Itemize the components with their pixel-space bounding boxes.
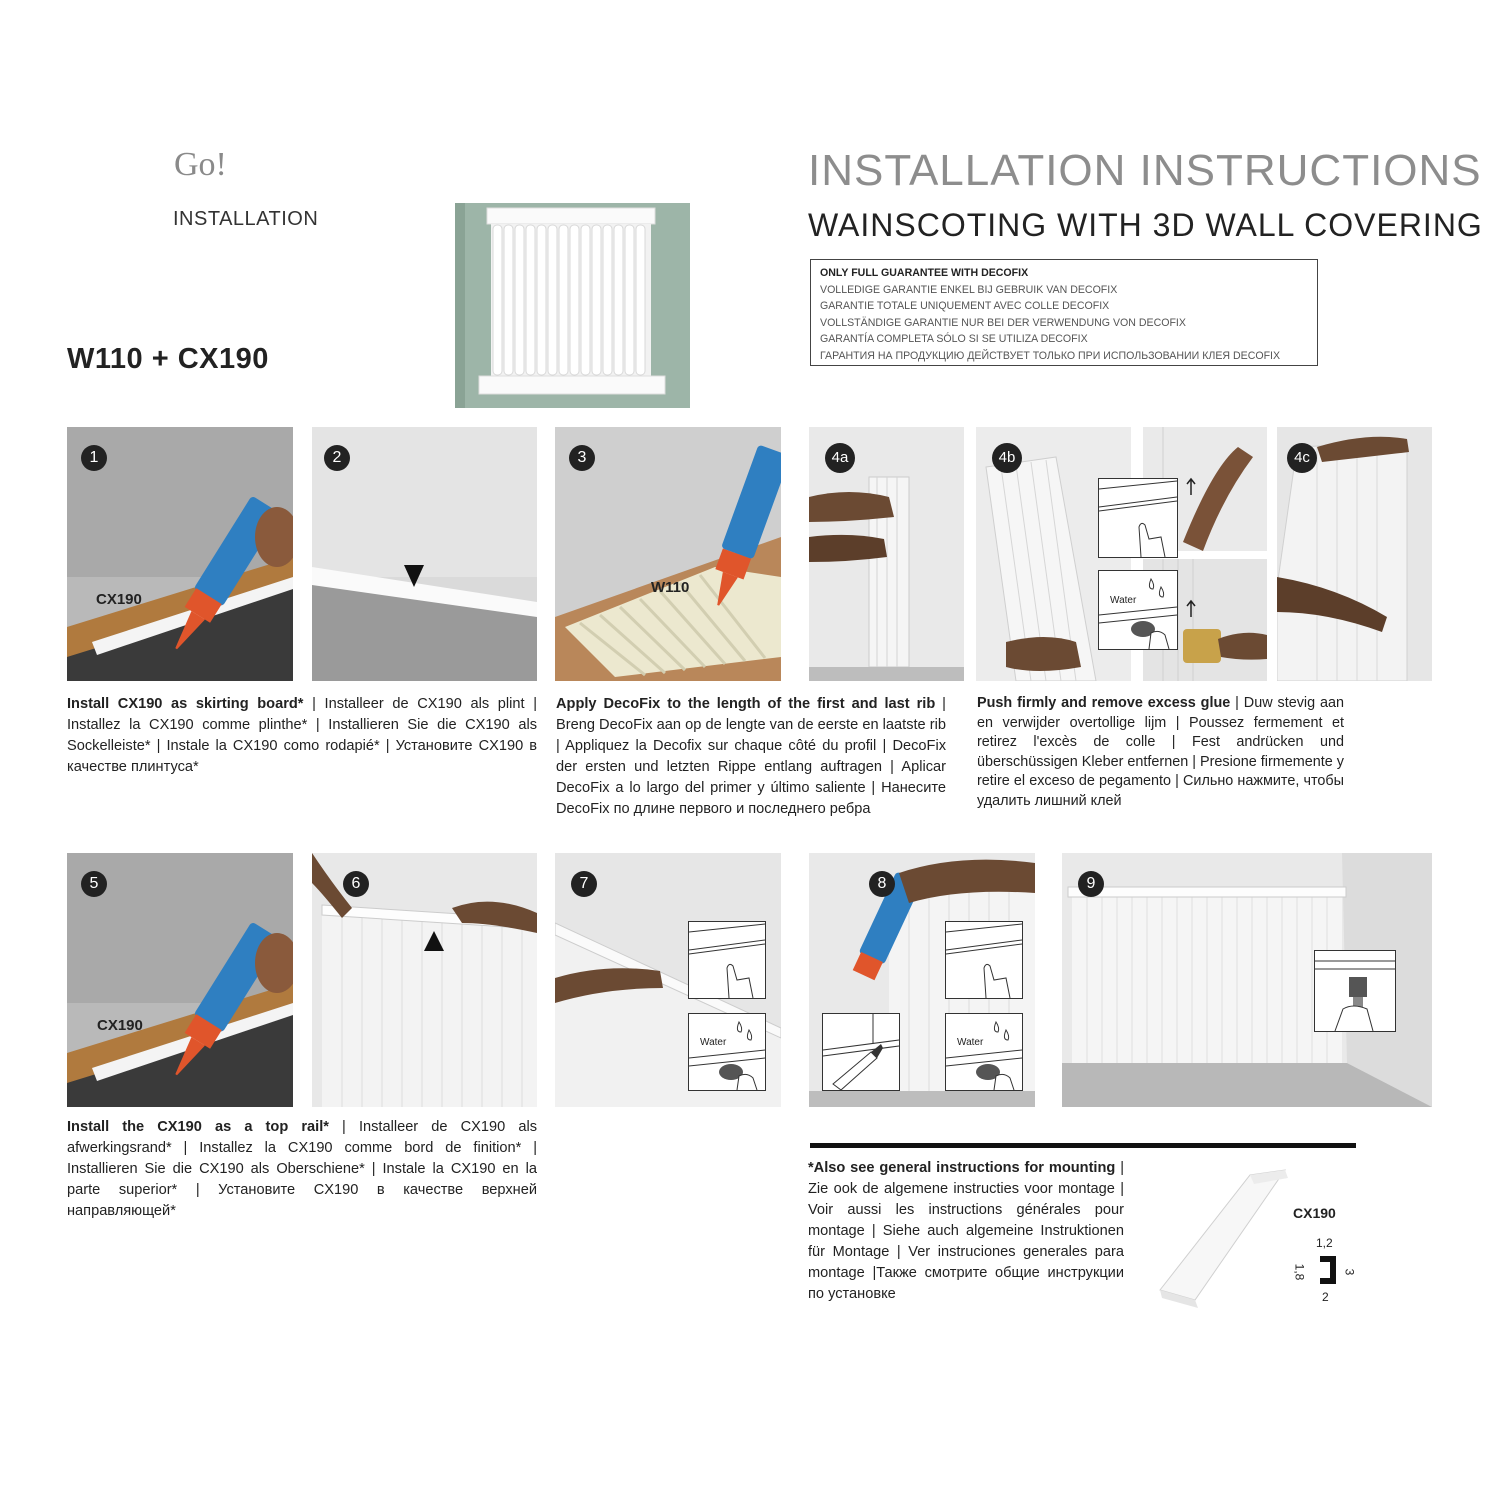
caption-text: | Installeer de CX190 als afwerkingsrand* | Installez la CX190 comme bord de finition* | Installieren Sie die CX190 als Oberschiene* | Instale la CX190 en la parte superior* | Установите CX190 в качестве верхней направляющей*	[67, 1119, 537, 1219]
profile-dim-bottom: 2	[1322, 1290, 1329, 1304]
guarantee-line: GARANTÍA COMPLETA SÓLO SI SE UTILIZA DECOFIX	[820, 333, 1088, 345]
step-number-badge: 8	[869, 871, 895, 897]
step-1-caption	[67, 694, 537, 778]
step-5-photo	[67, 853, 293, 1107]
profile-dim-top: 1,2	[1316, 1236, 1333, 1250]
profile-dim-right: 3	[1342, 1268, 1357, 1276]
step-number-badge: 4c	[1287, 443, 1317, 473]
illustration-press-inset	[1098, 478, 1178, 558]
illustration-water-inset	[945, 1013, 1023, 1091]
step-number-badge: 7	[571, 871, 597, 897]
step-4c-photo	[1277, 427, 1432, 681]
guarantee-line: GARANTIE TOTALE UNIQUEMENT AVEC COLLE DECOFIX	[820, 300, 1110, 312]
guarantee-line: VOLLEDIGE GARANTIE ENKEL BIJ GEBRUIK VAN DECOFIX	[820, 283, 1118, 296]
step-number-badge: 2	[324, 445, 350, 471]
illustration-press-inset	[688, 921, 766, 999]
w110-photo-label: W110	[651, 579, 690, 596]
profile-dim-left: 1,8	[1292, 1263, 1307, 1281]
step-number-badge: 3	[569, 445, 595, 471]
caption-bold: Push firmly and remove excess glue	[977, 695, 1231, 711]
step-2-photo	[312, 427, 537, 681]
step-3-photo	[555, 427, 781, 681]
cx190-profile-image	[1150, 1160, 1290, 1310]
water-drop-icon	[737, 1022, 741, 1032]
general-instructions-note	[808, 1158, 1124, 1305]
page-title: INSTALLATION INSTRUCTIONS	[808, 146, 1482, 195]
guarantee-line: ONLY FULL GUARANTEE WITH DECOFIX	[820, 267, 1029, 279]
step-6-photo	[312, 853, 537, 1107]
illustration-press-inset	[945, 921, 1023, 999]
water-label: Water	[957, 1037, 984, 1048]
illustration-water-inset	[1098, 570, 1178, 650]
product-render-image	[445, 200, 693, 410]
guarantee-line: ГАРАНТИЯ НА ПРОДУКЦИЮ ДЕЙСТВУЕТ ТОЛЬКО ПРИ ИСПОЛЬЗОВАНИИ КЛЕЯ DECOFIX	[820, 349, 1281, 362]
go-logo-text: Go!	[174, 146, 227, 183]
caption-bold: Apply DecoFix to the length of the first and last rib	[556, 696, 936, 712]
caption-bold: Install CX190 as skirting board*	[67, 696, 304, 712]
illustration-paint-inset	[1314, 950, 1396, 1032]
illustration-water-inset	[688, 1013, 766, 1091]
step-number-badge: 1	[81, 445, 107, 471]
caption-bold: *Also see general instructions for mounting	[808, 1160, 1116, 1176]
caption-text: | Installeer de CX190 als plint | Installez la CX190 comme plinthe* | Installieren Sie die CX190 als Sockelleiste* | Instale la CX190 como rodapié* | Установите CX190 в качестве плинтуса*	[67, 696, 537, 775]
water-drop-icon	[994, 1022, 998, 1032]
installation-label: INSTALLATION	[173, 208, 319, 230]
divider-rule	[810, 1143, 1356, 1148]
cx190-photo-label: CX190	[97, 1017, 143, 1034]
caption-text: | Duw stevig aan en verwijder overtollige lijm | Poussez fermement et retirez l'excès de colle | Fest andrücken und überschüssigen Kleber entfernen | Presione firmemente y retire el exceso de pegamento | Сильно нажмите, чтобы удалить лишний клей	[977, 695, 1344, 809]
step-number-badge: 4a	[825, 443, 855, 473]
water-label: Water	[700, 1037, 727, 1048]
step-number-badge: 6	[343, 871, 369, 897]
model-code: W110 + CX190	[67, 343, 269, 375]
page-subtitle: WAINSCOTING WITH 3D WALL COVERING	[808, 207, 1483, 243]
guarantee-box	[810, 259, 1318, 366]
caption-bold: Install the CX190 as a top rail*	[67, 1119, 329, 1135]
caption-text: | Zie ook de algemene instructies voor montage | Voir aussi les instructions générales pour montage | Siehe auch algemeine Instruktionen für Montage | Ver instruciones generales para montage |Также смотрите общие инструкции по установке	[808, 1160, 1124, 1302]
step-1-photo	[67, 427, 293, 681]
cx190-photo-label: CX190	[96, 591, 142, 608]
step-4a-photo	[809, 427, 964, 681]
step-3-caption	[556, 694, 946, 820]
step-number-badge: 9	[1078, 871, 1104, 897]
illustration-caulk-inset	[822, 1013, 900, 1091]
water-drop-icon	[1149, 579, 1153, 589]
step-4-caption	[977, 694, 1344, 811]
caption-text: | Breng DecoFix aan op de lengte van de eerste en laatste rib | Appliquez la Decofix sur chaque côté du profil | DecoFix der ersten und letzten Rippe entlang auftragen | Aplicar DecoFix a lo largo del primer y último saliente | Нанесите DecoFix по длине первого и последнего ребра	[556, 696, 946, 817]
step-number-badge: 4b	[992, 443, 1022, 473]
water-label: Water	[1110, 595, 1137, 606]
profile-name: CX190	[1293, 1205, 1336, 1221]
step-number-badge: 5	[81, 871, 107, 897]
guarantee-line: VOLLSTÄNDIGE GARANTIE NUR BEI DER VERWENDUNG VON DECOFIX	[820, 316, 1186, 329]
step-5-caption	[67, 1117, 537, 1222]
